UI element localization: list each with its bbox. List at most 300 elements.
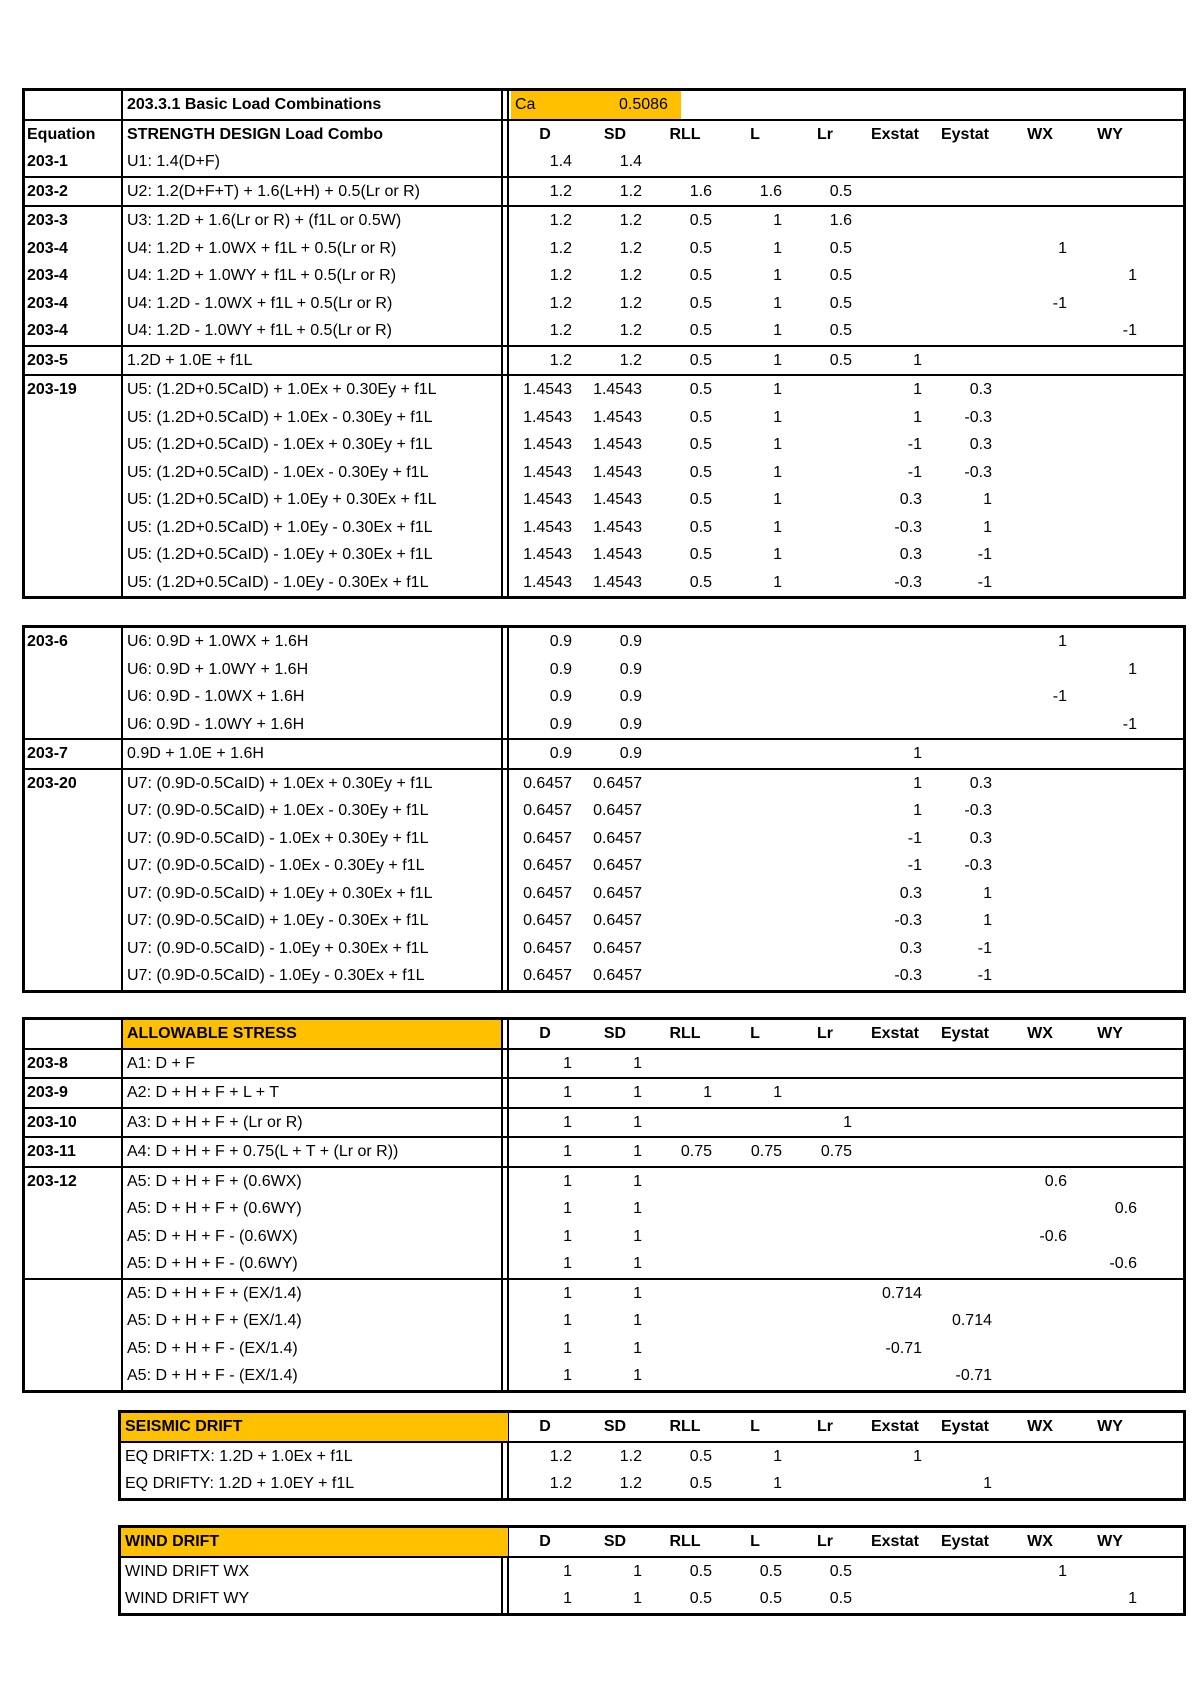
value-eystat: -1 (977, 939, 992, 957)
value-d: 1.4543 (523, 518, 572, 536)
column-header-l: L (750, 1025, 760, 1042)
equation-number (27, 404, 122, 432)
value-d: 1 (563, 1113, 572, 1131)
value-wx: 1 (1058, 239, 1067, 257)
equation-number (27, 656, 122, 684)
value-sd: 1.2 (619, 1475, 642, 1492)
value-l: 1 (773, 381, 782, 398)
load-combination-label: EQ DRIFTX: 1.2D + 1.0Ex + f1L (125, 1447, 353, 1465)
value-l: 1 (773, 436, 782, 453)
load-combination-label: U5: (1.2D+0.5CaID) + 1.0Ex + 0.30Ey + f1L (127, 381, 437, 398)
value-exstat: 1 (913, 1447, 922, 1465)
load-combination-label: A5: D + H + F - (EX/1.4) (127, 1339, 298, 1357)
value-eystat: -0.71 (955, 1367, 992, 1384)
value-exstat: 1 (913, 351, 922, 369)
table-row (25, 962, 1183, 990)
equation-number: 203-12 (27, 1172, 77, 1190)
value-sd: 0.6457 (593, 802, 642, 819)
value-l: 1 (773, 491, 782, 508)
load-combo-column-header: STRENGTH DESIGN Load Combo (127, 125, 383, 143)
equation-number (27, 1280, 122, 1308)
column-header-l: L (750, 125, 760, 143)
value-d: 0.9 (549, 745, 572, 762)
load-combination-label: 0.9D + 1.0E + 1.6H (127, 745, 264, 762)
column-divider (507, 91, 509, 119)
value-wy: 1 (1128, 1590, 1137, 1607)
equation-number (27, 569, 122, 597)
value-l: 0.5 (759, 1590, 782, 1607)
load-combination-label: A3: D + H + F + (Lr or R) (127, 1113, 303, 1131)
value-sd: 1.2 (619, 212, 642, 229)
equation-number (27, 486, 122, 514)
value-eystat: 1 (983, 1475, 992, 1492)
value-sd: 0.6457 (593, 884, 642, 902)
value-d: 1.4543 (523, 463, 572, 481)
load-combination-label: A2: D + H + F + L + T (127, 1084, 280, 1101)
value-l: 0.5 (759, 1562, 782, 1580)
value-rll: 0.5 (689, 267, 712, 284)
load-combination-label: A5: D + H + F - (0.6WX) (127, 1227, 298, 1245)
value-sd: 1 (633, 1284, 642, 1302)
table-row (25, 1107, 1183, 1137)
value-d: 0.6457 (523, 967, 572, 984)
column-header-eystat: Eystat (940, 1025, 990, 1042)
column-divider (501, 1020, 503, 1048)
value-sd: 1.2 (619, 182, 642, 200)
value-wy: -0.6 (1109, 1255, 1137, 1272)
column-header-d: D (539, 1533, 551, 1550)
column-header-wy: WY (1097, 1533, 1123, 1550)
equation-number: 203-4 (27, 239, 68, 257)
load-combination-label: U5: (1.2D+0.5CaID) + 1.0Ey + 0.30Ex + f1L (127, 491, 437, 508)
table-row (25, 262, 1183, 290)
value-d: 1.4543 (523, 436, 572, 453)
equation-number (27, 907, 122, 935)
value-sd: 1.2 (619, 294, 642, 312)
column-header-row (25, 119, 1183, 149)
load-combination-label: EQ DRIFTY: 1.2D + 1.0EY + f1L (125, 1475, 355, 1492)
value-eystat: -0.3 (964, 857, 992, 874)
equation-number (27, 962, 122, 990)
value-wy: 1 (1128, 660, 1137, 678)
value-l: 1 (773, 239, 782, 257)
column-header-wy: WY (1097, 1025, 1123, 1042)
table-row (25, 459, 1183, 487)
value-eystat: 0.3 (969, 381, 992, 398)
value-exstat: -0.3 (894, 912, 922, 929)
value-sd: 1.2 (619, 267, 642, 284)
value-eystat: -1 (977, 967, 992, 984)
value-exstat: 0.3 (899, 939, 922, 957)
load-combination-label: U4: 1.2D + 1.0WY + f1L + 0.5(Lr or R) (127, 267, 397, 284)
equation-number (27, 459, 122, 487)
value-sd: 1.4543 (593, 546, 642, 563)
value-sd: 1.4543 (593, 573, 642, 591)
column-header-eystat: Eystat (940, 1533, 990, 1550)
column-header-l: L (750, 1418, 760, 1435)
column-header-exstat: Exstat (870, 1025, 920, 1042)
value-d: 0.6457 (523, 912, 572, 929)
load-combination-label: U5: (1.2D+0.5CaID) - 1.0Ey - 0.30Ex + f1L (127, 573, 429, 591)
value-rll: 1 (703, 1084, 712, 1101)
table-row (25, 1136, 1183, 1166)
load-combination-label: U7: (0.9D-0.5CaID) + 1.0Ex + 0.30Ey + f1L (127, 774, 433, 792)
value-d: 0.9 (549, 688, 572, 705)
column-header-rll: RLL (669, 1533, 701, 1550)
equation-number: 203-3 (27, 212, 68, 229)
value-lr: 0.75 (820, 1143, 852, 1160)
value-wx: 1 (1058, 633, 1067, 650)
table-row (25, 711, 1183, 739)
value-wy: -1 (1122, 715, 1137, 733)
value-d: 1 (563, 1054, 572, 1072)
load-combination-label: U5: (1.2D+0.5CaID) - 1.0Ey + 0.30Ex + f1L (127, 546, 433, 563)
load-combination-label: U5: (1.2D+0.5CaID) - 1.0Ex - 0.30Ey + f1L (127, 463, 429, 481)
equation-column-header: Equation (27, 125, 96, 143)
table-row (25, 768, 1183, 798)
value-wx: -0.6 (1039, 1227, 1067, 1245)
value-d: 0.9 (549, 633, 572, 650)
value-sd: 1 (633, 1562, 642, 1580)
value-sd: 1.2 (619, 322, 642, 339)
value-sd: 1 (633, 1143, 642, 1160)
value-exstat: -1 (907, 829, 922, 847)
equation-number: 203-5 (27, 351, 68, 369)
value-l: 1 (773, 463, 782, 481)
column-header-sd: SD (603, 1533, 627, 1550)
value-sd: 1 (633, 1084, 642, 1101)
column-header-wy: WY (1097, 125, 1123, 143)
value-sd: 0.6457 (593, 967, 642, 984)
equation-number (27, 935, 122, 963)
value-exstat: 1 (913, 381, 922, 398)
value-exstat: 0.3 (899, 884, 922, 902)
value-rll: 0.5 (689, 1590, 712, 1607)
load-combination-label: A4: D + H + F + 0.75(L + T + (Lr or R)) (127, 1143, 399, 1160)
section-title: 203.3.1 Basic Load Combinations (127, 96, 382, 113)
column-header-sd: SD (603, 1418, 627, 1435)
value-sd: 0.6457 (593, 774, 642, 792)
column-header-rll: RLL (669, 1418, 701, 1435)
value-exstat: -1 (907, 463, 922, 481)
column-header-wy: WY (1097, 1418, 1123, 1435)
table-row (25, 290, 1183, 318)
load-combination-label: U6: 0.9D - 1.0WY + 1.6H (127, 715, 305, 733)
value-l: 1 (773, 267, 782, 284)
value-d: 0.6457 (523, 802, 572, 819)
load-combination-label: U6: 0.9D + 1.0WY + 1.6H (127, 660, 309, 678)
value-d: 1.4543 (523, 491, 572, 508)
column-header-eystat: Eystat (940, 1418, 990, 1435)
value-exstat: 0.714 (881, 1284, 922, 1302)
value-rll: 0.5 (689, 351, 712, 369)
value-sd: 1.4543 (593, 491, 642, 508)
value-l: 1 (773, 573, 782, 591)
table-row (25, 431, 1183, 459)
load-combination-label: U3: 1.2D + 1.6(Lr or R) + (f1L or 0.5W) (127, 212, 402, 229)
equation-number (27, 1195, 122, 1223)
equation-number (27, 852, 122, 880)
value-l: 1 (773, 518, 782, 536)
column-header-wx: WX (1027, 125, 1053, 143)
value-d: 0.9 (549, 660, 572, 678)
value-sd: 1 (633, 1172, 642, 1190)
load-combination-label: WIND DRIFT WX (125, 1562, 250, 1580)
column-header-exstat: Exstat (870, 1533, 920, 1550)
value-d: 1 (563, 1084, 572, 1101)
value-l: 1 (773, 1084, 782, 1101)
value-exstat: -1 (907, 436, 922, 453)
table-row (25, 148, 1183, 176)
equation-header-cell (27, 1020, 122, 1048)
value-sd: 1 (633, 1312, 642, 1329)
table-row (25, 738, 1183, 768)
load-combination-label: U5: (1.2D+0.5CaID) + 1.0Ey - 0.30Ex + f1L (127, 518, 433, 536)
equation-number (27, 431, 122, 459)
value-eystat: 0.714 (951, 1312, 992, 1329)
table-row (25, 1166, 1183, 1196)
table-row (25, 1077, 1183, 1107)
load-combination-label: U7: (0.9D-0.5CaID) - 1.0Ey - 0.30Ex + f1L (127, 967, 425, 984)
value-wy: 1 (1128, 267, 1137, 284)
load-combination-label: A5: D + H + F + (EX/1.4) (127, 1284, 302, 1302)
load-combination-label: 1.2D + 1.0E + f1L (127, 351, 253, 369)
load-combination-label: A1: D + F (127, 1054, 196, 1072)
value-d: 1 (563, 1562, 572, 1580)
value-eystat: 1 (983, 518, 992, 536)
value-sd: 0.9 (619, 715, 642, 733)
table-seismic (118, 1410, 1186, 1501)
equation-number: 203-6 (27, 633, 68, 650)
value-d: 1 (563, 1312, 572, 1329)
value-d: 1.2 (549, 239, 572, 257)
value-rll: 0.5 (689, 381, 712, 398)
value-l: 1 (773, 1475, 782, 1492)
value-sd: 0.6457 (593, 829, 642, 847)
value-exstat: 0.3 (899, 546, 922, 563)
value-exstat: -0.3 (894, 573, 922, 591)
table-row (25, 1223, 1183, 1251)
value-eystat: -1 (977, 573, 992, 591)
value-sd: 1.2 (619, 351, 642, 369)
equation-number (27, 1335, 122, 1363)
value-exstat: 1 (913, 408, 922, 426)
column-header-lr: Lr (817, 125, 833, 143)
column-header-wx: WX (1027, 1418, 1053, 1435)
value-lr: 0.5 (829, 322, 852, 339)
table-row (25, 880, 1183, 908)
value-d: 1 (563, 1172, 572, 1190)
table-row (25, 541, 1183, 569)
value-exstat: -1 (907, 857, 922, 874)
table-row (25, 317, 1183, 345)
section-header-row (121, 1528, 1183, 1556)
value-sd: 1 (633, 1339, 642, 1357)
value-d: 1 (563, 1367, 572, 1384)
value-rll: 0.5 (689, 518, 712, 536)
table-row (25, 907, 1183, 935)
column-divider (501, 91, 503, 119)
value-d: 1.2 (549, 267, 572, 284)
value-d: 1.2 (549, 212, 572, 229)
ca-label: Ca (511, 91, 581, 119)
value-rll: 0.5 (689, 1447, 712, 1465)
table-row (25, 1307, 1183, 1335)
table-row (25, 345, 1183, 375)
value-d: 1 (563, 1200, 572, 1217)
value-exstat: 0.3 (899, 491, 922, 508)
table-row (25, 797, 1183, 825)
value-eystat: 1 (983, 491, 992, 508)
equation-number (27, 1250, 122, 1278)
value-d: 1 (563, 1227, 572, 1245)
value-l: 1 (773, 322, 782, 339)
equation-number: 203-8 (27, 1054, 68, 1072)
load-combination-label: U7: (0.9D-0.5CaID) - 1.0Ex - 0.30Ey + f1L (127, 857, 425, 874)
value-lr: 0.5 (829, 182, 852, 200)
table-row (25, 235, 1183, 263)
load-combination-label: A5: D + H + F + (0.6WY) (127, 1200, 302, 1217)
value-d: 0.6457 (523, 829, 572, 847)
value-d: 0.9 (549, 715, 572, 733)
value-lr: 0.5 (829, 1562, 852, 1580)
value-eystat: 0.3 (969, 436, 992, 453)
value-d: 1.2 (549, 182, 572, 200)
equation-number (27, 1223, 122, 1251)
value-d: 0.6457 (523, 857, 572, 874)
equation-number (27, 683, 122, 711)
value-wx: 1 (1058, 1562, 1067, 1580)
value-lr: 1.6 (829, 212, 852, 229)
value-d: 1.4 (549, 153, 572, 170)
value-eystat: 1 (983, 912, 992, 929)
value-sd: 1.4543 (593, 436, 642, 453)
value-rll: 1.6 (689, 182, 712, 200)
value-exstat: -0.71 (885, 1339, 922, 1357)
value-lr: 0.5 (829, 351, 852, 369)
column-header-wx: WX (1027, 1533, 1053, 1550)
value-sd: 1.4543 (593, 518, 642, 536)
value-lr: 0.5 (829, 1590, 852, 1607)
value-sd: 1 (633, 1113, 642, 1131)
value-eystat: -0.3 (964, 463, 992, 481)
equation-number (27, 825, 122, 853)
load-combination-label: U4: 1.2D + 1.0WX + f1L + 0.5(Lr or R) (127, 239, 397, 257)
equation-number (27, 711, 122, 739)
column-header-d: D (539, 125, 551, 143)
load-combination-label: A5: D + H + F + (0.6WX) (127, 1172, 302, 1190)
section-title: SEISMIC DRIFT (121, 1413, 508, 1441)
value-l: 1 (773, 351, 782, 369)
value-l: 1 (773, 408, 782, 426)
column-header-rll: RLL (669, 125, 701, 143)
load-combination-label: A5: D + H + F + (EX/1.4) (127, 1312, 302, 1329)
table-row (121, 1441, 1183, 1471)
value-rll: 0.5 (689, 491, 712, 508)
value-d: 1 (563, 1284, 572, 1302)
value-sd: 1.2 (619, 239, 642, 257)
value-sd: 1 (633, 1200, 642, 1217)
value-d: 1 (563, 1590, 572, 1607)
value-sd: 1.4543 (593, 381, 642, 398)
value-sd: 0.9 (619, 633, 642, 650)
section-title: ALLOWABLE STRESS (123, 1020, 501, 1048)
value-wy: -1 (1122, 322, 1137, 339)
value-sd: 1.4 (619, 153, 642, 170)
column-header-lr: Lr (817, 1025, 833, 1042)
equation-number (27, 541, 122, 569)
column-header-wx: WX (1027, 1025, 1053, 1042)
table-wind (118, 1525, 1186, 1616)
value-lr: 0.5 (829, 294, 852, 312)
column-header-lr: Lr (817, 1533, 833, 1550)
table-row (121, 1470, 1183, 1498)
value-sd: 1 (633, 1054, 642, 1072)
value-d: 1 (563, 1143, 572, 1160)
load-combination-label: U6: 0.9D - 1.0WX + 1.6H (127, 688, 305, 705)
table-row (25, 683, 1183, 711)
value-sd: 0.6457 (593, 857, 642, 874)
load-combination-label: U4: 1.2D - 1.0WX + f1L + 0.5(Lr or R) (127, 294, 393, 312)
value-d: 1.4543 (523, 381, 572, 398)
equation-number: 203-4 (27, 267, 68, 284)
equation-number (27, 514, 122, 542)
equation-number: 203-4 (27, 294, 68, 312)
equation-number: 203-2 (27, 182, 68, 200)
value-wy: 0.6 (1114, 1200, 1137, 1217)
value-l: 1 (773, 212, 782, 229)
equation-header-cell (27, 91, 122, 119)
load-combination-label: U5: (1.2D+0.5CaID) - 1.0Ex + 0.30Ey + f1L (127, 436, 433, 453)
table-row (25, 1335, 1183, 1363)
value-d: 1.4543 (523, 573, 572, 591)
load-combination-label: U7: (0.9D-0.5CaID) + 1.0Ey - 0.30Ex + f1L (127, 912, 429, 929)
table-row (25, 1250, 1183, 1278)
equation-number: 203-1 (27, 153, 68, 170)
value-l: 1 (773, 1447, 782, 1465)
value-eystat: -0.3 (964, 802, 992, 819)
table-row (25, 1362, 1183, 1390)
table-row (25, 935, 1183, 963)
column-header-d: D (539, 1025, 551, 1042)
value-sd: 1 (633, 1227, 642, 1245)
section-header-row (25, 91, 1183, 119)
load-combination-label: A5: D + H + F - (EX/1.4) (127, 1367, 298, 1384)
value-exstat: 1 (913, 745, 922, 762)
value-sd: 1.4543 (593, 463, 642, 481)
value-l: 1 (773, 546, 782, 563)
table-row (25, 852, 1183, 880)
load-combination-label: WIND DRIFT WY (125, 1590, 250, 1607)
value-rll: 0.75 (680, 1143, 712, 1160)
load-combination-label: U7: (0.9D-0.5CaID) - 1.0Ex + 0.30Ey + f1L (127, 829, 429, 847)
table-row (25, 1048, 1183, 1078)
table-row (25, 628, 1183, 656)
value-d: 0.6457 (523, 774, 572, 792)
value-eystat: 0.3 (969, 829, 992, 847)
value-rll: 0.5 (689, 322, 712, 339)
column-header-sd: SD (603, 125, 627, 143)
value-sd: 1 (633, 1367, 642, 1384)
column-header-l: L (750, 1533, 760, 1550)
value-sd: 1.4543 (593, 408, 642, 426)
value-sd: 0.9 (619, 688, 642, 705)
value-sd: 0.6457 (593, 912, 642, 929)
column-header-lr: Lr (817, 1418, 833, 1435)
value-rll: 0.5 (689, 1475, 712, 1492)
value-rll: 0.5 (689, 463, 712, 481)
column-header-d: D (539, 1418, 551, 1435)
